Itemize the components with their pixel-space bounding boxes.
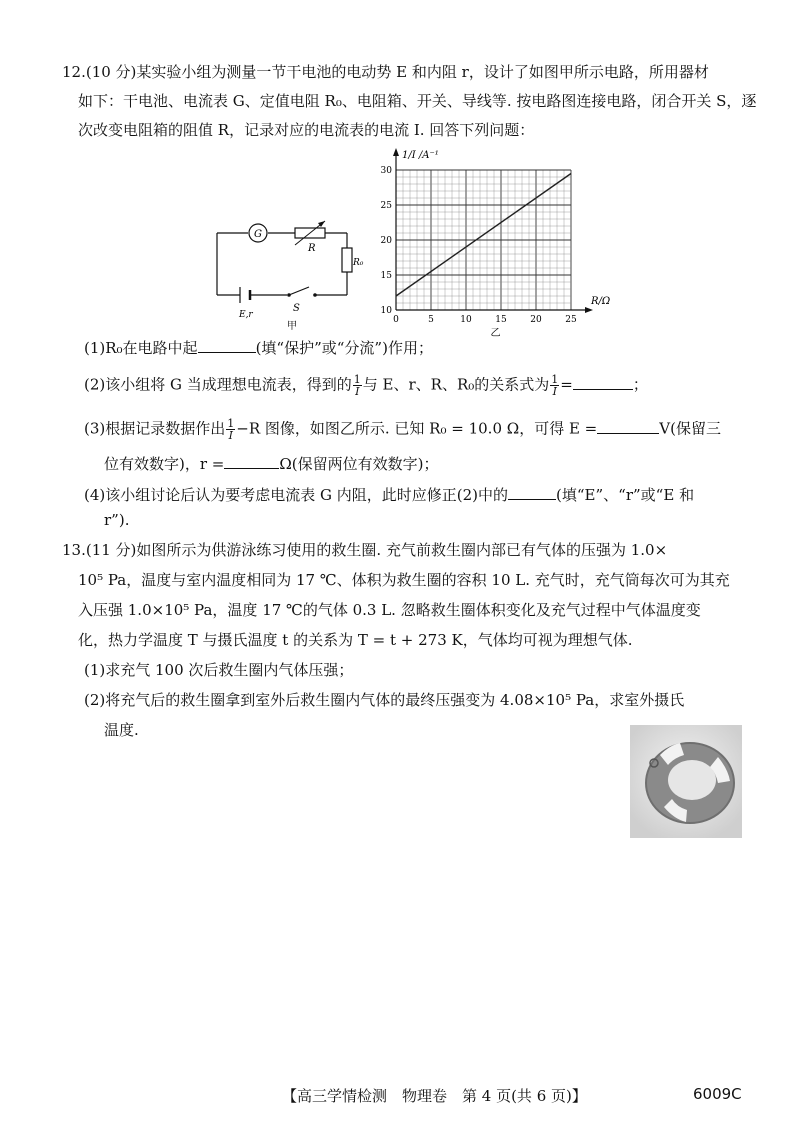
footer-title: 【高三学情检测 物理卷 第 4 页(共 6 页)】 bbox=[282, 1087, 587, 1105]
x-tick-label: 10 bbox=[460, 315, 472, 325]
q12-sub1 bbox=[84, 338, 433, 358]
q12-sub3 bbox=[84, 418, 721, 441]
y-tick-label: 10 bbox=[380, 306, 392, 316]
q12-sub4-line2: r”). bbox=[104, 511, 130, 529]
y-axis-arrow bbox=[393, 148, 399, 156]
fraction-one-over-i-eq: $\frac{1}{I}$ bbox=[551, 373, 559, 398]
y-tick-label: 25 bbox=[380, 201, 392, 211]
x-tick-label: 0 bbox=[393, 315, 399, 325]
q13-line3: 入压强 1.0×10⁵ Pa，温度 17 ℃的气体 0.3 L. 忽略救生圈体积变化及充气过程中气体温度变 bbox=[78, 601, 701, 619]
q12-sub3-blank-e[interactable] bbox=[597, 419, 659, 434]
x-tick-label: 5 bbox=[428, 315, 434, 325]
y-tick-label: 20 bbox=[380, 236, 392, 246]
q12-line2: 如下：干电池、电流表 G、定值电阻 R₀、电阻箱、开关、导线等. 按电路图连接电路，闭合开关 S，逐 bbox=[78, 92, 757, 110]
q13-line2: 10⁵ Pa，温度与室内温度相同为 17 ℃、体积为救生圈的容积 10 L. 充气时，充气筒每次可为其充 bbox=[78, 571, 730, 589]
q12-sub2-blank[interactable] bbox=[573, 375, 633, 390]
q12-sub3-line2-post: Ω(保留两位有效数字)； bbox=[279, 455, 439, 473]
switch-lever bbox=[289, 287, 309, 295]
q12-sub2-pre: (2)该小组将 G 当成理想电流表，得到的 bbox=[84, 375, 352, 394]
q12-sub2-mid: 与 E、r、R、R₀的关系式为 bbox=[362, 375, 550, 394]
q12-sub3-mid: −R 图像，如图乙所示. 已知 R₀ = 10.0 Ω，可得 E = bbox=[236, 419, 598, 438]
life-ring-photo bbox=[630, 725, 742, 838]
y-axis-label: 1/I /A⁻¹ bbox=[402, 150, 439, 161]
graph-caption: 乙 bbox=[490, 328, 501, 339]
r0-resistor-symbol bbox=[342, 248, 352, 272]
r-label: R bbox=[308, 243, 316, 254]
q12-line3: 次改变电阻箱的阻值 R，记录对应的电流表的电流 I. 回答下列问题： bbox=[78, 121, 535, 139]
q12-sub3-post: V(保留三 bbox=[659, 419, 721, 438]
x-tick-label: 20 bbox=[530, 315, 542, 325]
q12-line1: 12.(10 分)某实验小组为测量一节干电池的电动势 E 和内阻 r，设计了如图甲所示电路，所用器材 bbox=[62, 63, 709, 81]
footer-code: 6009C bbox=[693, 1085, 742, 1103]
y-tick-label: 15 bbox=[380, 271, 392, 281]
q12-sub3-line2 bbox=[104, 454, 439, 474]
q13-sub1: (1)求充气 100 次后救生圈内气体压强； bbox=[84, 661, 354, 679]
q12-sub3-line2-pre: 位有效数字)，r = bbox=[104, 455, 225, 473]
er-label: E,r bbox=[239, 310, 253, 320]
q12-sub3-pre: (3)根据记录数据作出 bbox=[84, 419, 226, 438]
q13-line1: 13.(11 分)如图所示为供游泳练习使用的救生圈. 充气前救生圈内部已有气体的压强为 1.0× bbox=[62, 541, 668, 559]
q12-sub4-post: (填“E”、“r”或“E 和 bbox=[556, 486, 695, 504]
q12-sub4-pre: (4)该小组讨论后认为要考虑电流表 G 内阻，此时应修正(2)中的 bbox=[84, 486, 509, 504]
graph-inverse-current-vs-resistance bbox=[360, 142, 620, 337]
circuit-caption: 甲 bbox=[287, 321, 297, 332]
q13-sub2-line2: 温度. bbox=[104, 721, 139, 739]
fraction-one-over-i-graph: $\frac{1}{I}$ bbox=[227, 417, 235, 442]
r0-label: R₀ bbox=[353, 258, 364, 268]
q12-sub4 bbox=[84, 485, 694, 505]
s-label: S bbox=[293, 303, 300, 314]
q12-sub1-pre: (1)R₀在电路中起 bbox=[84, 339, 198, 357]
q12-sub4-blank[interactable] bbox=[508, 485, 556, 500]
q12-sub3-blank-r[interactable] bbox=[224, 454, 279, 469]
q12-sub1-blank[interactable] bbox=[198, 338, 256, 353]
series-line bbox=[396, 174, 571, 297]
q13-line4: 化，热力学温度 T 与摄氏温度 t 的关系为 T = t + 273 K，气体均可视为理想气体. bbox=[78, 631, 633, 649]
q13-sub2-line1: (2)将充气后的救生圈拿到室外后救生圈内气体的最终压强变为 4.08×10⁵ Pa，求室外摄氏 bbox=[84, 691, 685, 709]
circuit-diagram bbox=[205, 215, 364, 335]
fraction-one-over-i: $\frac{1}{I}$ bbox=[353, 373, 361, 398]
q12-sub2-end: ； bbox=[632, 375, 648, 394]
x-axis-arrow bbox=[585, 307, 593, 313]
q12-sub1-post: (填“保护”或“分流”)作用； bbox=[255, 339, 433, 357]
x-tick-label: 25 bbox=[565, 315, 577, 325]
switch-contact bbox=[313, 293, 317, 297]
g-label: G bbox=[254, 229, 262, 240]
x-tick-label: 15 bbox=[495, 315, 507, 325]
q12-sub2-eq: = bbox=[560, 375, 573, 394]
x-axis-label: R/Ω bbox=[591, 296, 611, 307]
q12-sub2 bbox=[84, 374, 648, 397]
y-tick-label: 30 bbox=[380, 166, 392, 176]
